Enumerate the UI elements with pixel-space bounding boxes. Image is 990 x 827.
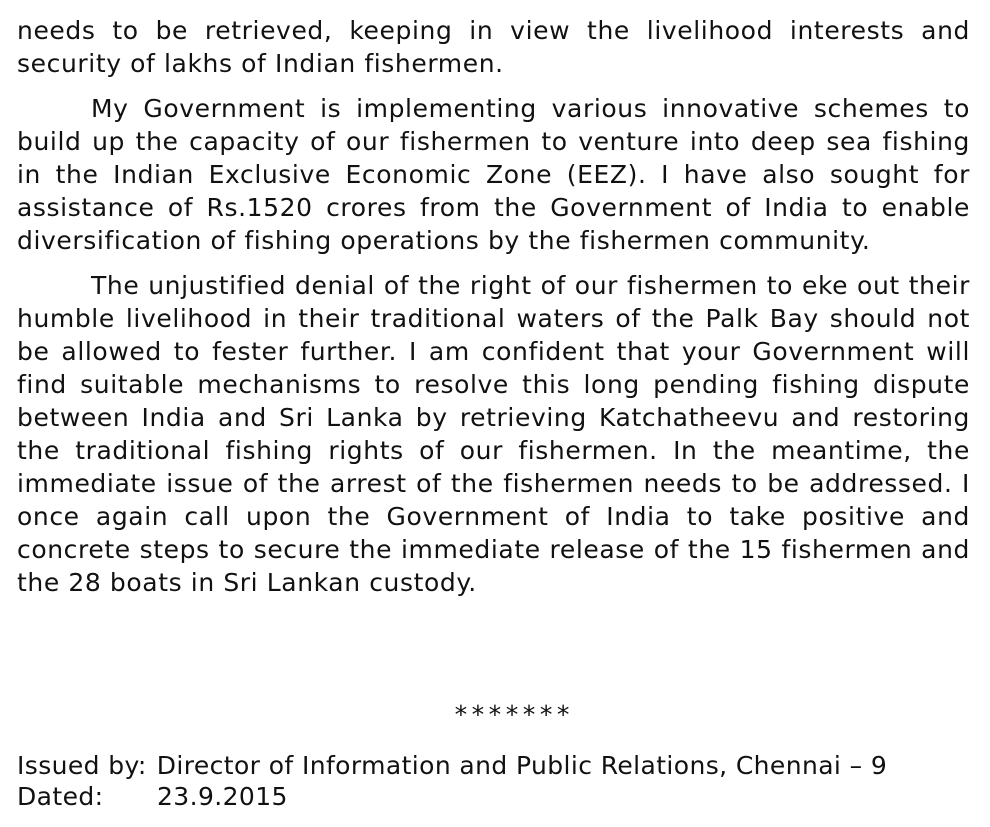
paragraph-continuation: needs to be retrieved, keeping in view the livelihood interests and security of lakhs of Indian fishermen. bbox=[17, 16, 970, 78]
paragraph-fishing-schemes: My Government is implementing various innovative schemes to build up the capacity of our fishermen to venture into deep sea fishing in the Indian Exclusive Economic Zone (EEZ). I have also sought for assistance of Rs.1520 crores from the Government of India to enable diversification of fishing operations by the fishermen community. bbox=[17, 94, 970, 255]
issuance-footer bbox=[17, 750, 887, 812]
paragraph-palk-bay-dispute: The unjustified denial of the right of our fishermen to eke out their humble livelihood in their traditional waters of the Palk Bay should not be allowed to fester further. I am confident that your Government will find suitable mechanisms to resolve this long pending fishing dispute between India and Sri Lanka by retrieving Katchatheevu and restoring the traditional fishing rights of our fishermen. In the meantime, the immediate issue of the arrest of the fishermen needs to be addressed. I once again call upon the Government of India to take positive and concrete steps to secure the immediate release of the 15 fishermen and the 28 boats in Sri Lankan custody. bbox=[17, 271, 970, 597]
section-separator: ******* bbox=[453, 700, 573, 729]
issued-by-value: Director of Information and Public Relations, Chennai – 9 bbox=[156, 751, 888, 780]
dated-row bbox=[17, 781, 887, 812]
dated-label: Dated: bbox=[17, 782, 104, 811]
issued-by-label: Issued by: bbox=[17, 751, 147, 780]
issued-by-row bbox=[17, 750, 887, 781]
dated-value: 23.9.2015 bbox=[157, 782, 288, 811]
